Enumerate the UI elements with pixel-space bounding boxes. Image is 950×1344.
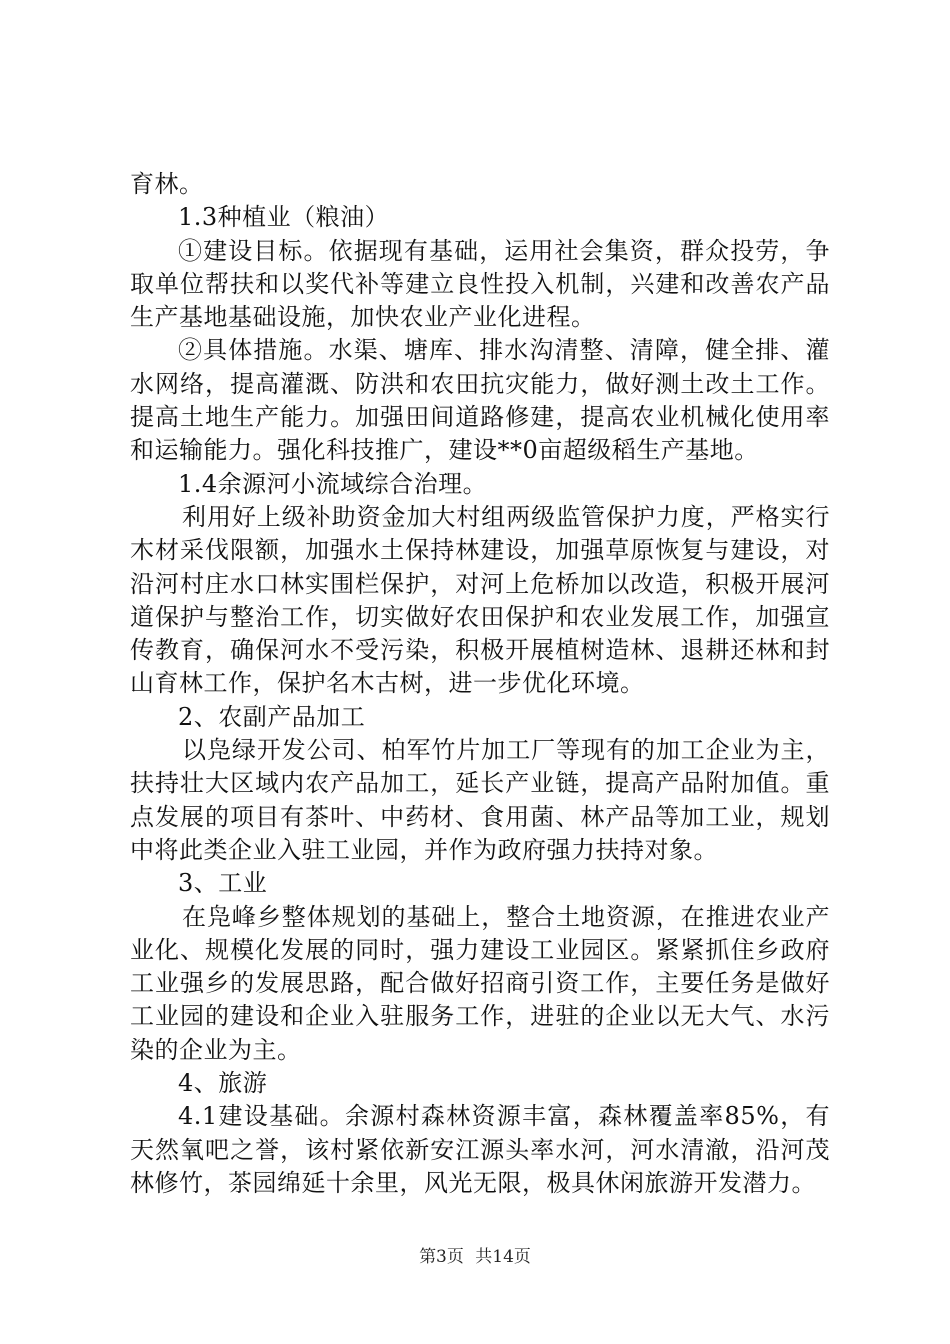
paragraph-tourism: 4.1建设基础。余源村森林资源丰富，森林覆盖率85%，有天然氧吧之誉，该村紧依新安江源头率水河，河水清澈，沿河茂林修竹，茶园绵延十余里，风光无限，极具休闲旅游开发潜力。 <box>130 1102 830 1197</box>
heading-1-3: 1.3种植业（粮油） <box>178 203 390 232</box>
paragraph-industry: 在凫峰乡整体规划的基础上，整合土地资源，在推进农业产业化、规模化发展的同时，强力建设工业园区。紧紧抓住乡政府工业强乡的发展思路，配合做好招商引资工作，主要任务是做好工业园的建设和企业入驻服务工作，进驻的企业以无大气、水污染的企业为主。 <box>130 902 830 1064</box>
heading-1-4: 1.4余源河小流域综合治理。 <box>178 469 488 498</box>
paragraph-goals: ①建设目标。依据现有基础，运用社会集资，群众投劳，争取单位帮扶和以奖代补等建立良性投入机制，兴建和改善农产品生产基地基础设施，加快农业产业化进程。 <box>130 236 830 332</box>
paragraph-0: 育林。 <box>130 170 204 198</box>
page-footer <box>0 1242 950 1267</box>
body-text <box>130 168 830 1200</box>
page-total: 共14页 <box>475 1247 531 1267</box>
paragraph-measures: ②具体措施。水渠、塘库、排水沟清整、清障，健全排、灌水网络，提高灌溉、防洪和农田抗灾能力，做好测土改土工作。提高土地生产能力。加强田间道路修建，提高农业机械化使用率和运输能力。强化科技推广，建设**0亩超级稻生产基地。 <box>130 336 830 465</box>
heading-4: 4、旅游 <box>178 1069 268 1098</box>
paragraph-watershed: 利用好上级补助资金加大村组两级监管保护力度，严格实行木材采伐限额，加强水土保持林建设，加强草原恢复与建设，对沿河村庄水口林实围栏保护，对河上危桥加以改造，积极开展河道保护与整治工作，切实做好农田保护和农业发展工作，加强宣传教育，确保河水不受污染，积极开展植树造林、退耕还林和封山育林工作，保护名木古树，进一步优化环境。 <box>130 502 830 698</box>
page-number: 第3页 <box>419 1247 464 1267</box>
paragraph-processing: 以凫绿开发公司、柏军竹片加工厂等现有的加工企业为主，扶持壮大区域内农产品加工，延长产业链，提高产品附加值。重点发展的项目有茶叶、中药材、食用菌、林产品等加工业，规划中将此类企业入驻工业园，并作为政府强力扶持对象。 <box>130 736 830 864</box>
heading-2: 2、农副产品加工 <box>178 702 366 731</box>
heading-3: 3、工业 <box>178 869 268 898</box>
